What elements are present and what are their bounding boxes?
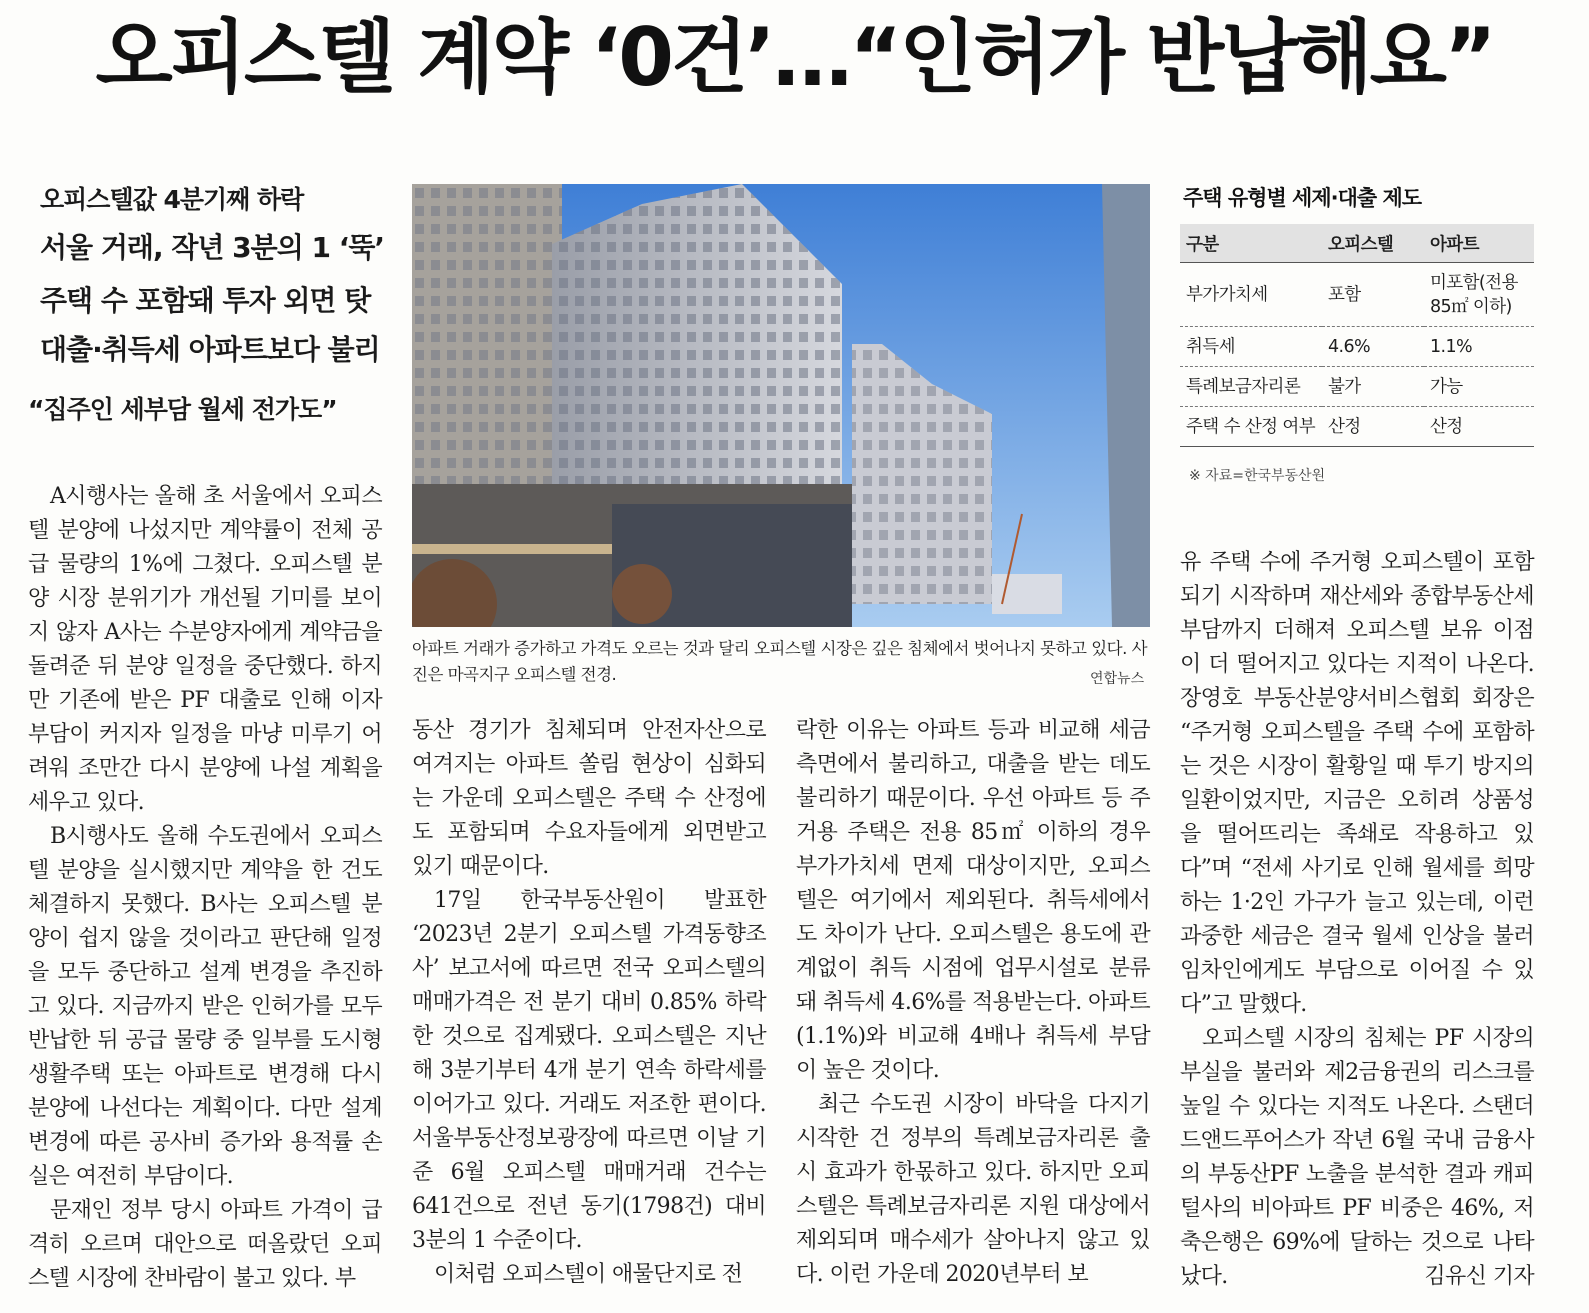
table-source: ※ 자료=한국부동산원 bbox=[1189, 468, 1326, 484]
column-header: 구분 bbox=[1180, 224, 1322, 263]
table-cell: 미포함(전용 85㎡ 이하) bbox=[1424, 263, 1534, 327]
paragraph-text: 오피스텔 시장의 침체는 PF 시장의 부실을 불러와 제2금융권의 리스크를 높일 수 있다는 지적도 나온다. 스탠더드앤드푸어스가 작년 6월 국내 금융사의 부동산PF 노출을 분석한 결과 캐피털사의 비아파트 PF 비중은 46%, 저축은행은 69%에 달하는 것으로 나타났다. bbox=[1180, 1026, 1534, 1289]
paragraph: 동산 경기가 침체되며 안전자산으로 여겨지는 아파트 쏠림 현상이 심화되는 가운데 오피스텔은 주택 수 산정에도 포함되며 수요자들에게 외면받고 있기 때문이다. bbox=[412, 718, 766, 879]
paragraph: 문재인 정부 당시 아파트 가격이 급격히 오르며 대안으로 떠올랐던 오피스텔 시장에 찬바람이 불고 있다. 부 bbox=[28, 1198, 382, 1291]
headline: 오피스텔 계약 ‘0건’…“인허가 반납해요” bbox=[95, 11, 1494, 104]
table-cell: 부가가치세 bbox=[1180, 263, 1322, 327]
photo-credit: 연합뉴스 bbox=[1090, 671, 1145, 687]
table-cell: 불가 bbox=[1322, 367, 1424, 407]
paragraph: 락한 이유는 아파트 등과 비교해 세금 측면에서 불리하고, 대출을 받는 데도 불리하기 때문이다. 우선 아파트 등 주거용 주택은 전용 85㎡ 이하의 경우 부가가치세 면제 대상이지만, 오피스텔은 여기에서 제외된다. 취득세에서도 차이가 난다. 오피스텔은 용도에 관계없이 취득 시점에 업무시설로 분류돼 취득세 4.6%를 적용받는다. 아파트(1.1%)와 비교해 4배나 취득세 부담이 높은 것이다. bbox=[796, 718, 1150, 1083]
paragraph: 17일 한국부동산원이 발표한 ‘2023년 2분기 오피스텔 가격동향조사’ 보고서에 따르면 전국 오피스텔의 매매가격은 전 분기 대비 0.85% 하락한 것으로 집계됐다. 오피스텔은 지난해 3분기부터 4개 분기 연속 하락세를 이어가고 있다. 거래도 저조한 편이다. 서울부동산정보광장에 따르면 이날 기준 6월 오피스텔 매매거래 건수는 641건으로 전년 동기(1798건) 대비 3분의 1 수준이다. bbox=[412, 888, 766, 1253]
paragraph: A시행사는 올해 초 서울에서 오피스텔 분양에 나섰지만 계약률이 전체 공급 물량의 1%에 그쳤다. 오피스텔 분양 시장 분위기가 개선될 기미를 보이지 않자 A사는 수분양자에게 계약금을 돌려준 뒤 분양 일정을 중단했다. 하지만 기존에 받은 PF 대출로 인해 이자 부담이 커지자 일정을 마냥 미루기 어려워 조만간 다시 분양에 나설 계획을 세우고 있다. bbox=[28, 484, 382, 815]
tax-loan-table bbox=[1180, 224, 1534, 447]
article-column-2 bbox=[412, 714, 766, 1292]
table-cell: 산정 bbox=[1322, 407, 1424, 447]
table-header-row bbox=[1180, 224, 1534, 263]
table-row bbox=[1180, 407, 1534, 447]
table-cell: 가능 bbox=[1424, 367, 1534, 407]
paragraph: B시행사도 올해 수도권에서 오피스텔 분양을 실시했지만 계약을 한 건도 체결하지 못했다. B사는 오피스텔 분양이 쉽지 않을 것이라고 판단해 일정을 모두 중단하고 설계 변경을 추진하고 있다. 지금까지 받은 인허가를 모두 반납한 뒤 공급 물량 중 일부를 도시형 생활주택 또는 아파트로 변경해 다시 분양에 나선다는 계획이다. 다만 설계 변경에 따른 공사비 증가와 용적률 손실은 여전히 부담이다. bbox=[28, 824, 382, 1189]
table-cell: 취득세 bbox=[1180, 327, 1322, 367]
subheadline-2: 서울 거래, 작년 3분의 1 ‘뚝’ bbox=[40, 231, 385, 264]
table-cell: 특례보금자리론 bbox=[1180, 367, 1322, 407]
subheadline-5: “집주인 세부담 월세 전가도” bbox=[28, 395, 337, 424]
subheadline-4: 대출·취득세 아파트보다 불리 bbox=[40, 333, 380, 366]
paragraph: 이처럼 오피스텔이 애물단지로 전 bbox=[434, 1262, 743, 1287]
article-column-3 bbox=[796, 714, 1150, 1292]
table-cell: 주택 수 산정 여부 bbox=[1180, 407, 1322, 447]
table-cell: 산정 bbox=[1424, 407, 1534, 447]
article-column-4 bbox=[1180, 546, 1534, 1294]
column-header: 오피스텔 bbox=[1322, 224, 1424, 263]
paragraph: 유 주택 수에 주거형 오피스텔이 포함되기 시작하며 재산세와 종합부동산세 부담까지 더해져 오피스텔 보유 이점이 더 떨어지고 있다는 지적이 나온다. 장영호 부동산분양서비스협회 회장은 “주거형 오피스텔을 주택 수에 포함하는 것은 시장이 활황일 때 투기 방지의 일환이었지만, 지금은 오히려 상품성을 떨어뜨리는 족쇄로 작용하고 있다”며 “전세 사기로 인해 월세를 희망하는 1·2인 가구가 늘고 있는데, 이런 과중한 세금은 결국 월세 인상을 불러 임차인에게도 부담으로 이어질 수 있다”고 말했다. bbox=[1180, 550, 1534, 1017]
table-cell: 1.1% bbox=[1424, 327, 1534, 367]
subheadline-1: 오피스텔값 4분기째 하락 bbox=[40, 185, 304, 214]
byline: 김유신 기자 bbox=[1424, 1264, 1534, 1289]
column-header: 아파트 bbox=[1424, 224, 1534, 263]
article-photo bbox=[412, 184, 1150, 627]
building-photo-image bbox=[412, 184, 1150, 627]
paragraph bbox=[1180, 1022, 1534, 1294]
photo-caption: 아파트 거래가 증가하고 가격도 오르는 것과 달리 오피스텔 시장은 깊은 침체에서 벗어나지 못하고 있다. 사진은 마곡지구 오피스텔 전경. bbox=[412, 639, 1148, 684]
table-row bbox=[1180, 263, 1534, 327]
table-cell: 포함 bbox=[1322, 263, 1424, 327]
table-title: 주택 유형별 세제·대출 제도 bbox=[1183, 186, 1422, 210]
article-column-1 bbox=[28, 480, 382, 1296]
table-cell: 4.6% bbox=[1322, 327, 1424, 367]
table-row bbox=[1180, 367, 1534, 407]
subheadline-3: 주택 수 포함돼 투자 외면 탓 bbox=[40, 284, 371, 317]
table-row bbox=[1180, 327, 1534, 367]
paragraph: 최근 수도권 시장이 바닥을 다지기 시작한 건 정부의 특례보금자리론 출시 효과가 한몫하고 있다. 하지만 오피스텔은 특례보금자리론 지원 대상에서 제외되며 매수세가 살아나지 않고 있다. 이런 가운데 2020년부터 보 bbox=[796, 1092, 1150, 1287]
